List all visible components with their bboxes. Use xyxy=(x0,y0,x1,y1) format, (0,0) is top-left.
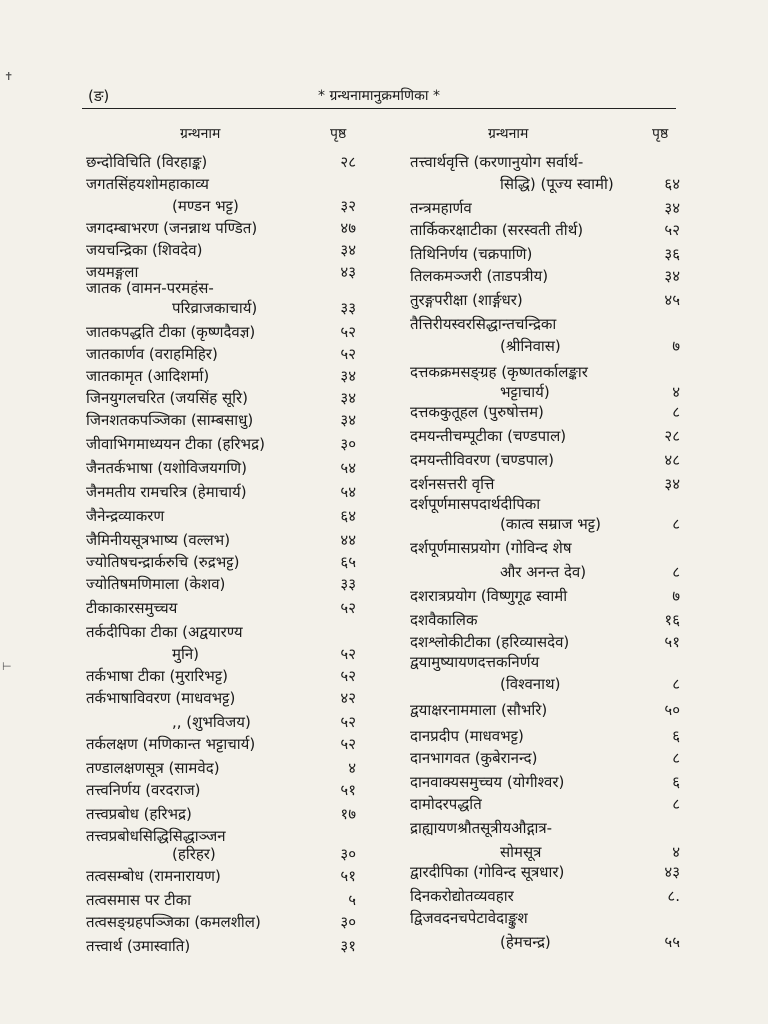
index-entry xyxy=(86,458,356,478)
entry-title: तार्किकरक्षाटीका (सरस्वती तीर्थ) xyxy=(410,221,584,239)
entry-page: ८ xyxy=(672,403,680,421)
index-entry xyxy=(86,482,356,502)
entry-title: दामोदरपद्धति xyxy=(410,795,482,813)
index-entry xyxy=(86,666,356,686)
entry-title: दत्तककुतूहल (पुरुषोत्तम) xyxy=(410,403,544,421)
index-entry xyxy=(86,434,356,454)
left-page-header: पृष्ठ xyxy=(330,126,347,142)
entry-page: ५१ xyxy=(664,633,680,651)
entry-page: ५४ xyxy=(340,483,356,501)
entry-title: तत्वसम्बोध (रामनारायण) xyxy=(86,867,221,885)
entry-title: और अनन्त देव) xyxy=(500,563,587,581)
entry-page: ४३ xyxy=(664,863,680,881)
index-entry xyxy=(86,912,356,932)
entry-page: ८ xyxy=(672,749,680,767)
entry-title: दिनकरोद्योतव्यवहार xyxy=(410,887,514,905)
entry-page: ३३ xyxy=(340,575,356,593)
entry-page: ५२ xyxy=(664,221,680,239)
entry-page: ३४ xyxy=(340,389,356,407)
entry-title: भट्टाचार्य) xyxy=(500,383,550,401)
entry-page: ५२ xyxy=(340,599,356,617)
entry-page: १७ xyxy=(340,805,356,823)
index-entry xyxy=(86,388,356,408)
index-entry xyxy=(410,562,680,582)
entry-page: ३२ xyxy=(340,197,356,215)
entry-page: ५१ xyxy=(340,781,356,799)
entry-title: तर्कदीपिका टीका (अद्वयारण्य xyxy=(86,623,243,641)
index-entry xyxy=(86,298,356,318)
index-entry xyxy=(86,366,356,386)
entry-title: जगदम्बाभरण (जनन्नाथ पण्डित) xyxy=(86,219,258,237)
entry-page: ५१ xyxy=(340,867,356,885)
index-entry xyxy=(410,220,680,240)
entry-title: द्वारदीपिका (गोविन्द सूत्रधार) xyxy=(410,863,565,881)
entry-page: ६ xyxy=(672,727,680,745)
index-entry xyxy=(410,700,680,720)
entry-page: ४ xyxy=(348,759,356,777)
entry-title: दानप्रदीप (माधवभट्ट) xyxy=(410,727,524,745)
entry-title: जातकपद्धति टीका (कृष्णदैवज्ञ) xyxy=(86,323,256,341)
index-entry xyxy=(86,936,356,956)
index-entry xyxy=(86,622,356,642)
entry-page: ८ xyxy=(672,515,680,533)
index-entry xyxy=(86,644,356,664)
entry-title: दर्शनसत्तरी वृत्ति xyxy=(410,475,495,493)
entry-title: तर्कभाषा टीका (मुरारिभट्ट) xyxy=(86,667,229,685)
margin-mark: ✝ xyxy=(4,70,14,83)
entry-page: ७ xyxy=(672,587,680,605)
right-name-header: ग्रन्थनाम xyxy=(488,126,529,142)
entry-title: जैनेन्द्रव्याकरण xyxy=(86,507,165,525)
entry-page: ३१ xyxy=(340,937,356,955)
entry-title: जिनयुगलचरित (जयसिंह सूरि) xyxy=(86,389,248,407)
entry-title: जैनतर्कभाषा (यशोविजयगणि) xyxy=(86,459,247,477)
index-entry xyxy=(410,772,680,792)
index-entry xyxy=(86,322,356,342)
index-entry xyxy=(86,152,356,172)
index-entry xyxy=(86,410,356,430)
entry-title: जातक (वामन-परमहंस- xyxy=(86,279,214,297)
entry-page: ४३ xyxy=(340,263,356,281)
entry-page: ३४ xyxy=(664,475,680,493)
index-entry xyxy=(410,402,680,422)
entry-page: ५२ xyxy=(340,713,356,731)
entry-page: ५४ xyxy=(340,459,356,477)
index-entry xyxy=(86,734,356,754)
entry-page: ८ xyxy=(672,675,680,693)
index-entry xyxy=(86,196,356,216)
page-header xyxy=(82,86,676,108)
entry-title: दानभागवत (कुबेरानन्द) xyxy=(410,749,538,767)
entry-title: टीकाकारसमुच्चय xyxy=(86,599,178,617)
entry-title: जैमिनीयसूत्रभाष्य (वल्लभ) xyxy=(86,531,231,549)
entry-page: ४५ xyxy=(664,291,680,309)
entry-title: तिथिनिर्णय (चक्रपाणि) xyxy=(410,245,533,263)
entry-page: ५२ xyxy=(340,323,356,341)
entry-title: जयचन्द्रिका (शिवदेव) xyxy=(86,241,203,259)
entry-title: ,, (शुभविजय) xyxy=(172,713,251,731)
entry-title: दमयन्तीचम्पूटीका (चण्डपाल) xyxy=(410,427,567,445)
index-entry xyxy=(410,862,680,882)
index-entry xyxy=(410,726,680,746)
entry-title: (हरिहर) xyxy=(172,845,216,863)
entry-page: ७ xyxy=(672,337,680,355)
index-entry xyxy=(410,632,680,652)
index-entry xyxy=(86,758,356,778)
entry-page: ५२ xyxy=(340,645,356,663)
entry-page: ४४ xyxy=(340,531,356,549)
index-entry xyxy=(86,866,356,886)
entry-page: २८ xyxy=(664,427,680,445)
entry-title: जिनशतकपञ्जिका (साम्बसाधु) xyxy=(86,411,254,429)
entry-page: ३४ xyxy=(340,411,356,429)
entry-page: १६ xyxy=(664,611,680,629)
index-entry xyxy=(410,314,680,334)
entry-title: तत्त्वार्थवृत्ति (करणानुयोग सर्वार्थ- xyxy=(410,153,584,171)
entry-title: तत्वसमास पर टीका xyxy=(86,891,192,909)
entry-page: ४ xyxy=(672,843,680,861)
index-entry xyxy=(410,198,680,218)
entry-title: दानवाक्यसमुच्चय (योगीश्वर) xyxy=(410,773,565,791)
entry-title: तत्त्वनिर्णय (वरदराज) xyxy=(86,781,201,799)
entry-title: सिद्धि) (पूज्य स्वामी) xyxy=(500,175,614,193)
entry-title: (विश्वनाथ) xyxy=(500,675,561,693)
index-entry xyxy=(410,494,680,514)
index-entry xyxy=(86,804,356,824)
index-entry xyxy=(86,688,356,708)
entry-page: ६५ xyxy=(340,553,356,571)
index-entry xyxy=(410,932,680,952)
entry-title: द्वयामुष्यायणदत्तकनिर्णय xyxy=(410,653,540,671)
index-entry xyxy=(410,474,680,494)
index-entry xyxy=(86,826,356,846)
entry-title: तुरङ्गपरीक्षा (शार्ङ्गधर) xyxy=(410,291,523,309)
entry-title: दशवैकालिक xyxy=(410,611,478,629)
entry-page: ३० xyxy=(340,913,356,931)
entry-title: जगतसिंहयशोमहाकाव्य xyxy=(86,175,209,193)
entry-title: तन्त्रमहार्णव xyxy=(410,199,472,217)
entry-page: ५५ xyxy=(664,933,680,951)
index-entry xyxy=(86,530,356,550)
entry-page: ३६ xyxy=(664,245,680,263)
entry-title: दशरात्रप्रयोग (विष्णुगूढ स्वामी xyxy=(410,587,568,605)
index-entry xyxy=(86,552,356,572)
entry-title: जातकामृत (आदिशर्मा) xyxy=(86,367,210,385)
entry-title: द्राह्यायणश्रौतसूत्रीयऔद्गात्र- xyxy=(410,819,553,837)
entry-title: दर्शपूर्णमासपदार्थदीपिका xyxy=(410,495,541,513)
entry-title: (कात्व सम्राज भट्ट) xyxy=(500,515,601,533)
index-entry xyxy=(410,586,680,606)
index-entry xyxy=(86,174,356,194)
entry-title: तत्त्वार्थ (उमास्वाति) xyxy=(86,937,191,955)
index-entry xyxy=(86,598,356,618)
right-page-header: पृष्ठ xyxy=(652,126,669,142)
entry-title: ज्योतिषमणिमाला (केशव) xyxy=(86,575,226,593)
entry-title: तर्कलक्षण (मणिकान्त भट्टाचार्य) xyxy=(86,735,256,753)
index-entry xyxy=(86,574,356,594)
index-entry xyxy=(410,886,680,906)
left-name-header: ग्रन्थनाम xyxy=(180,126,221,142)
index-entry xyxy=(410,514,680,534)
entry-title: दमयन्तीविवरण (चण्डपाल) xyxy=(410,451,554,469)
header-rule xyxy=(82,108,676,109)
entry-page: ३४ xyxy=(664,199,680,217)
entry-page: ४ xyxy=(672,383,680,401)
entry-page: ३४ xyxy=(340,241,356,259)
index-entry xyxy=(410,362,680,382)
index-entry xyxy=(410,748,680,768)
index-entry xyxy=(410,674,680,694)
entry-title: जीवाभिगमाध्ययन टीका (हरिभद्र) xyxy=(86,435,265,453)
entry-page: ५२ xyxy=(340,667,356,685)
entry-title: मुनि) xyxy=(172,645,200,663)
index-entry xyxy=(410,244,680,264)
entry-title: (श्रीनिवास) xyxy=(500,337,561,355)
entry-page: ६४ xyxy=(340,507,356,525)
index-entry xyxy=(410,908,680,928)
index-entry xyxy=(410,794,680,814)
entry-page: ३० xyxy=(340,435,356,453)
entry-page: ३४ xyxy=(340,367,356,385)
entry-title: तिलकमञ्जरी (ताडपत्रीय) xyxy=(410,267,549,285)
entry-title: दशश्लोकीटीका (हरिव्यासदेव) xyxy=(410,633,570,651)
index-entry xyxy=(410,174,680,194)
entry-page: ५ xyxy=(348,891,356,909)
entry-title: परिव्राजकाचार्य) xyxy=(172,299,258,317)
entry-page: ३० xyxy=(340,845,356,863)
entry-page: ३४ xyxy=(664,267,680,285)
entry-title: (मण्डन भट्ट) xyxy=(172,197,239,215)
index-entry xyxy=(86,712,356,732)
index-entry xyxy=(410,842,680,862)
entry-page: ८. xyxy=(667,887,680,905)
entry-title: जयमङ्गला xyxy=(86,263,139,281)
entry-page: ८ xyxy=(672,563,680,581)
index-entry xyxy=(410,336,680,356)
index-entry xyxy=(86,240,356,260)
entry-page: ६ xyxy=(672,773,680,791)
index-entry xyxy=(410,290,680,310)
entry-page: ५० xyxy=(664,701,680,719)
entry-title: जातकार्णव (वराहमिहिर) xyxy=(86,345,218,363)
entry-title: दत्तकक्रमसङ्ग्रह (कृष्णतर्कालङ्कार xyxy=(410,363,588,381)
entry-page: ४८ xyxy=(664,451,680,469)
entry-title: (हेमचन्द्र) xyxy=(500,933,551,951)
index-entry xyxy=(86,278,356,298)
index-entry xyxy=(410,652,680,672)
index-entry xyxy=(86,506,356,526)
index-entry xyxy=(86,890,356,910)
running-title: * ग्रन्थनामानुक्रमणिका * xyxy=(318,88,440,104)
index-entry xyxy=(410,152,680,172)
entry-page: ४७ xyxy=(340,219,356,237)
index-entry xyxy=(86,844,356,864)
index-entry xyxy=(410,538,680,558)
index-entry xyxy=(410,426,680,446)
page-number: (ङ) xyxy=(88,87,110,105)
entry-title: तैत्तिरीयस्वरसिद्धान्तचन्द्रिका xyxy=(410,315,557,333)
index-entry xyxy=(410,266,680,286)
entry-title: जैनमतीय रामचरित्र (हेमाचार्य) xyxy=(86,483,247,501)
entry-title: तत्वसङ्ग्रहपञ्जिका (कमलशील) xyxy=(86,913,261,931)
column-headers xyxy=(82,124,682,144)
entry-title: तर्कभाषाविवरण (माधवभट्ट) xyxy=(86,689,236,707)
entry-title: तत्त्वप्रबोध (हरिभद्र) xyxy=(86,805,192,823)
entry-page: ३३ xyxy=(340,299,356,317)
entry-page: ६४ xyxy=(664,175,680,193)
entry-page: ४२ xyxy=(340,689,356,707)
entry-page: ५२ xyxy=(340,345,356,363)
index-entry xyxy=(86,344,356,364)
index-entry xyxy=(410,450,680,470)
entry-page: २८ xyxy=(340,153,356,171)
index-entry xyxy=(410,610,680,630)
index-entry xyxy=(410,382,680,402)
entry-title: सोमसूत्र xyxy=(500,843,542,861)
entry-title: द्विजवदनचपेटावेदाङ्कुश xyxy=(410,909,528,927)
index-entry xyxy=(86,218,356,238)
entry-title: तत्त्वप्रबोधसिद्धिसिद्धाञ्जन xyxy=(86,827,226,845)
index-entry xyxy=(410,818,680,838)
entry-title: छन्दोविचिति (विरहाङ्क) xyxy=(86,153,208,171)
entry-page: ५२ xyxy=(340,735,356,753)
entry-title: ज्योतिषचन्द्रार्करुचि (रुद्रभट्ट) xyxy=(86,553,240,571)
entry-title: द्वयाक्षरनाममाला (सौभरि) xyxy=(410,701,548,719)
entry-title: दर्शपूर्णमासप्रयोग (गोविन्द शेष xyxy=(410,539,572,557)
margin-mark: ⊢ xyxy=(2,660,12,673)
index-entry xyxy=(86,780,356,800)
entry-page: ८ xyxy=(672,795,680,813)
entry-title: तण्डालक्षणसूत्र (सामवेद) xyxy=(86,759,220,777)
